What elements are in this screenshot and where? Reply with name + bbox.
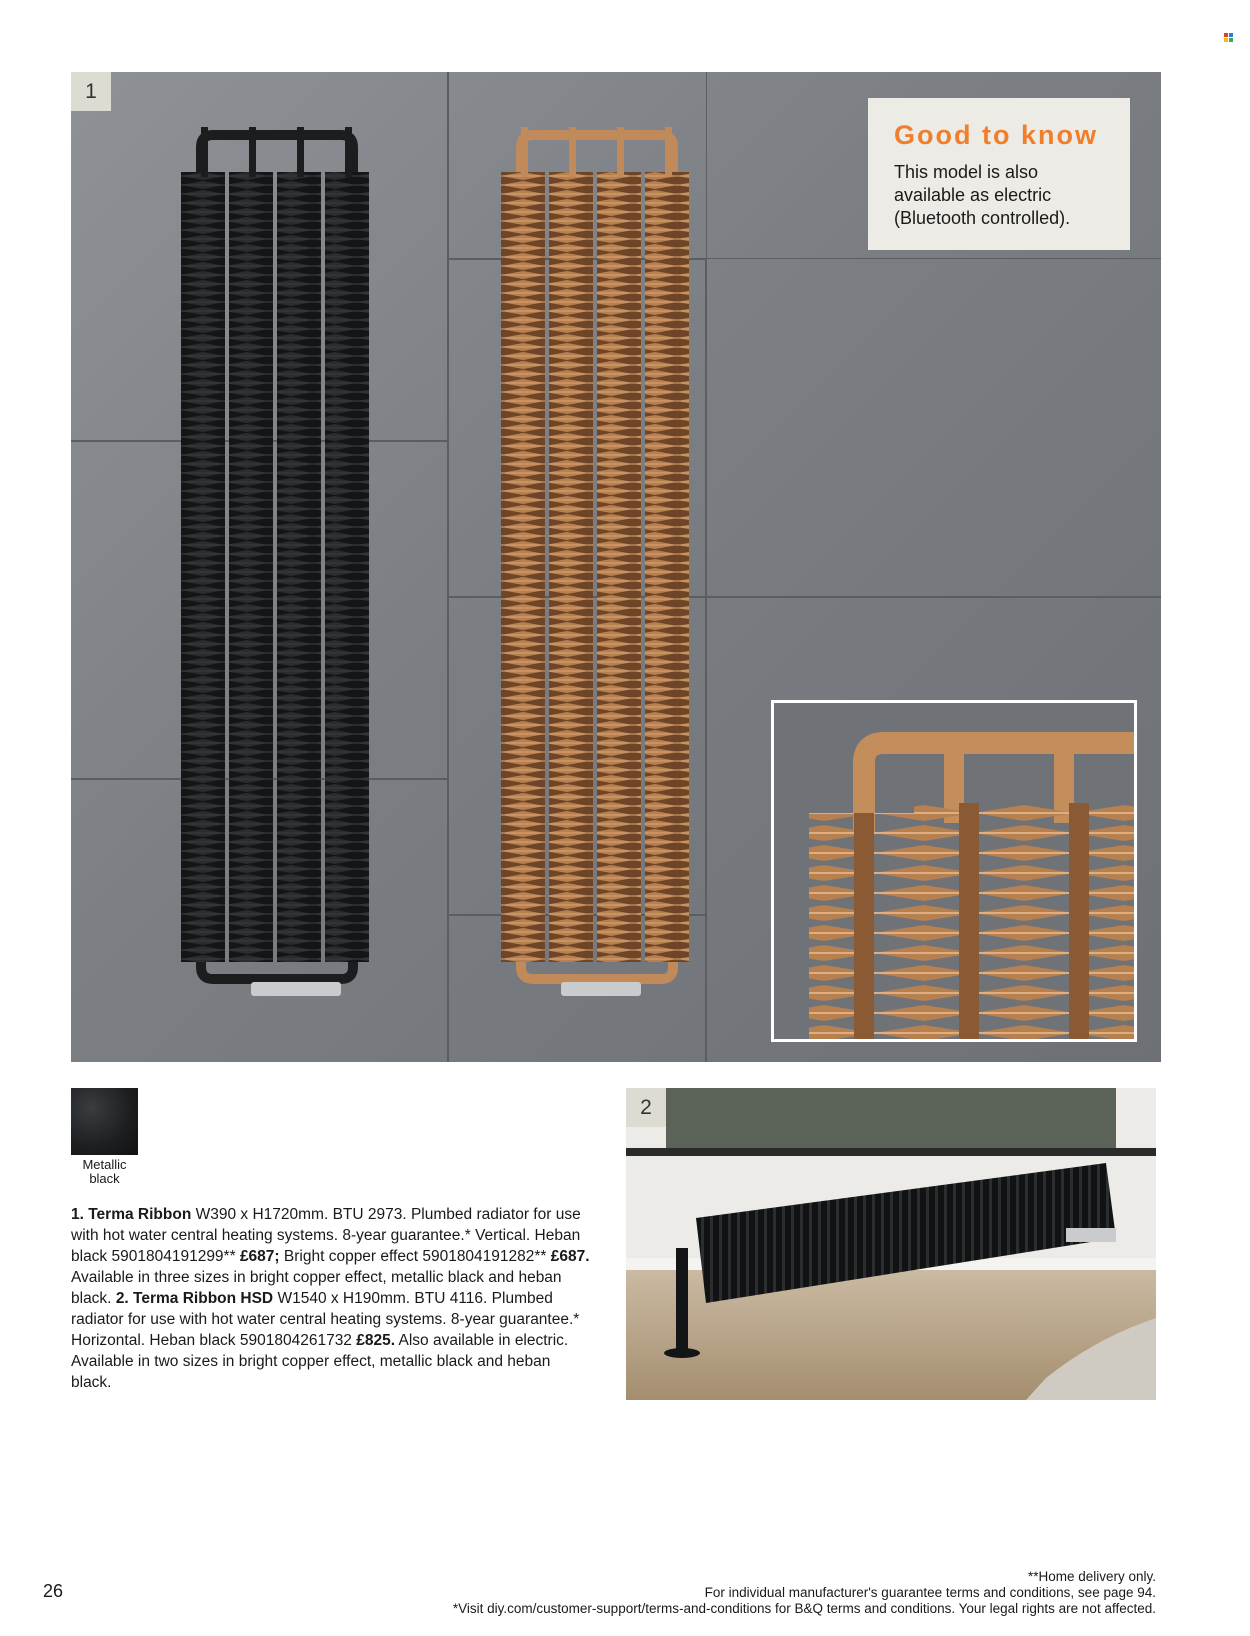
product-1-price-copper: £687.	[550, 1248, 590, 1265]
photo-badge: 1	[71, 72, 111, 111]
product-2-details: W1540 x H190mm. BTU 4116. Plumbed radiator for use with hot water central heating systems. 8-year guarantee.* Horizontal. Heban black 5901804261732	[71, 1290, 580, 1349]
logo-mark	[1224, 33, 1233, 42]
swatch-label: Metallic black	[82, 1157, 127, 1186]
page-number: 26	[43, 1581, 64, 1601]
horizontal-radiator-image	[626, 1088, 1156, 1400]
good-to-know-box	[868, 98, 1130, 250]
black-radiator-image	[181, 127, 381, 997]
copper-closeup-image	[774, 703, 1134, 1039]
footer-line-delivery: **Home delivery only.	[1027, 1569, 1156, 1584]
footer-line-guarantee: For individual manufacturer's guarantee terms and conditions, see page 94.	[704, 1585, 1156, 1600]
footer-line-terms: *Visit diy.com/customer-support/terms-and-conditions for B&Q terms and conditions. Your legal rights are not affected.	[452, 1601, 1156, 1616]
product-2-price: £825.	[356, 1332, 396, 1349]
product-1-details: W390 x H1720mm. BTU 2973. Plumbed radiator for use with hot water central heating systems. 8-year guarantee.* Vertical. Heban black 5901804191299**	[71, 1206, 581, 1265]
product-description	[71, 1204, 591, 1393]
copper-radiator-image	[501, 127, 701, 997]
product-1-name: 1. Terma Ribbon	[71, 1206, 192, 1223]
copper-detail-inset	[771, 700, 1137, 1042]
horizontal-radiator-photo	[626, 1088, 1156, 1400]
photo-badge-2: 2	[626, 1088, 666, 1127]
product-2-availability: Also available in electric. Available in two sizes in bright copper effect, metallic black and heban black.	[71, 1332, 569, 1391]
good-to-know-title: Good to know	[894, 120, 1098, 150]
product-1-price-heban: £687;	[239, 1248, 280, 1265]
product-2-name: 2. Terma Ribbon HSD	[115, 1290, 274, 1307]
footer-notes	[453, 1569, 1156, 1617]
product-1-details-copper: Bright copper effect 5901804191282**	[279, 1248, 551, 1265]
metallic-black-swatch	[71, 1088, 138, 1155]
product-1-availability: Available in three sizes in bright copper effect, metallic black and heban black.	[71, 1269, 562, 1307]
good-to-know-body: This model is also available as electric (Bluetooth controlled).	[894, 162, 1071, 228]
